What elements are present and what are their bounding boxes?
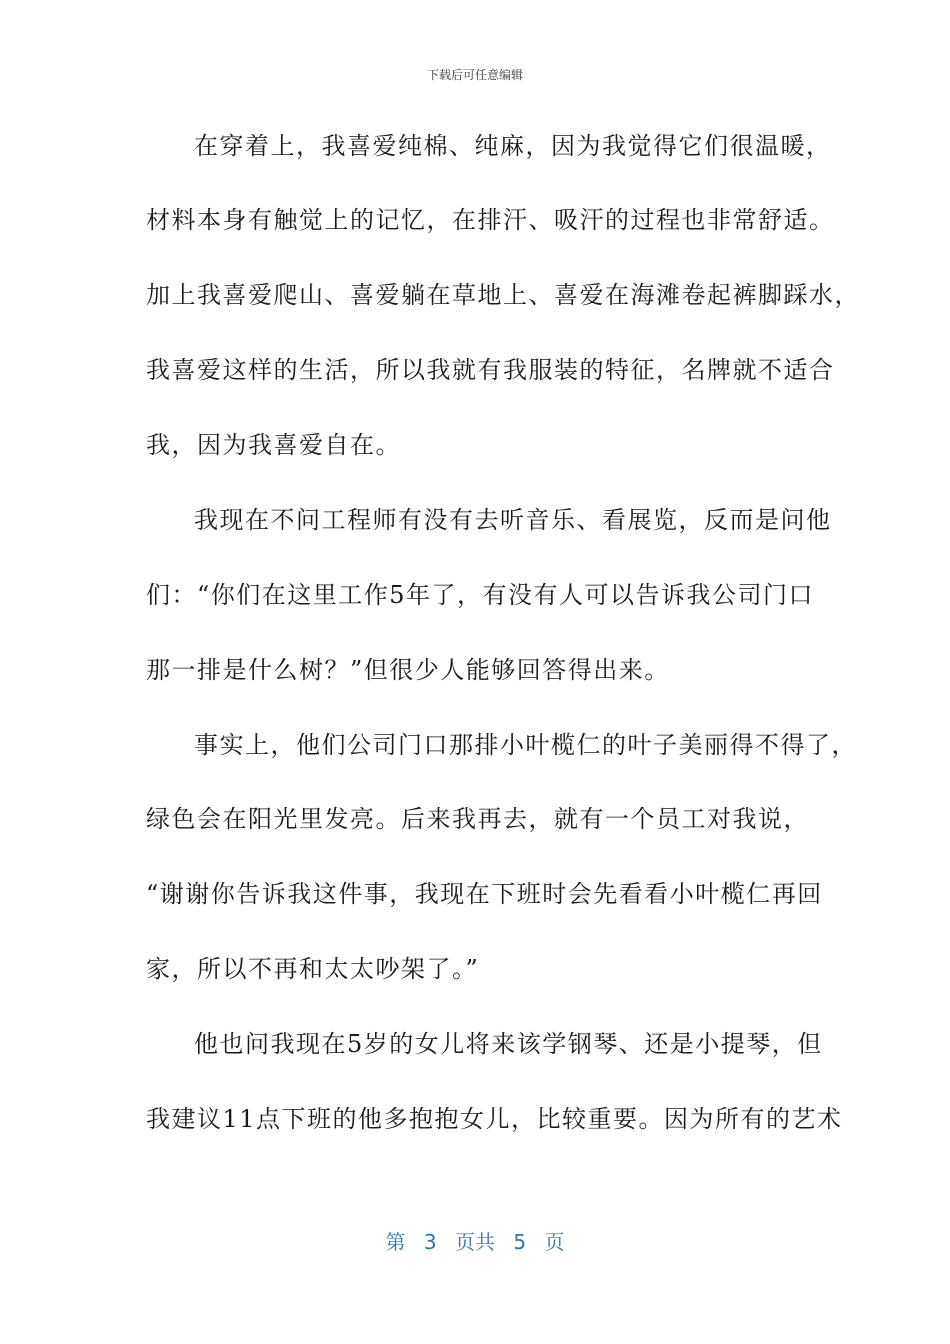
footer-prefix: 第 <box>385 1230 406 1254</box>
text-line: 绿色会在阳光里发亮。后来我再去，就有一个员工对我说， <box>146 805 809 833</box>
text-line: 在穿着上，我喜爱纯棉、纯麻，因为我觉得它们很温暖， <box>194 132 832 160</box>
text-line: 家，所以不再和太太吵架了。” <box>146 955 480 983</box>
text-line: 加上我喜爱爬山、喜爱躺在草地上、喜爱在海滩卷起裤脚踩水， <box>146 281 860 309</box>
footer-suffix: 页 <box>544 1230 565 1254</box>
text-line: “谢谢你告诉我这件事，我现在下班时会先看看小叶榄仁再回 <box>146 880 823 908</box>
text-line: 他也问我现在5岁的女儿将来该学钢琴、还是小提琴，但 <box>194 1030 823 1058</box>
text-line: 材料本身有触觉上的记忆，在排汗、吸汗的过程也非常舒适。 <box>146 206 835 234</box>
page-footer <box>0 1226 950 1255</box>
page-header: 下载后可任意编辑 <box>426 68 523 82</box>
text-line: 我建议11点下班的他多抱抱女儿，比较重要。因为所有的艺术 <box>146 1105 843 1133</box>
text-line: 我，因为我喜爱自在。 <box>146 431 401 459</box>
text-line: 事实上，他们公司门口那排小叶榄仁的叶子美丽得不得了， <box>194 731 857 759</box>
footer-page-number: 3 <box>423 1230 437 1254</box>
text-line: 们：“你们在这里工作5年了，有没有人可以告诉我公司门口 <box>146 581 815 609</box>
text-line: 我喜爱这样的生活，所以我就有我服装的特征，名牌就不适合 <box>146 356 835 384</box>
footer-total-pages: 5 <box>513 1230 527 1254</box>
text-line: 我现在不问工程师有没有去听音乐、看展览，反而是问他 <box>194 506 832 534</box>
footer-middle: 页共 <box>455 1230 495 1254</box>
text-line: 那一排是什么树？”但很少人能够回答得出来。 <box>146 656 670 684</box>
